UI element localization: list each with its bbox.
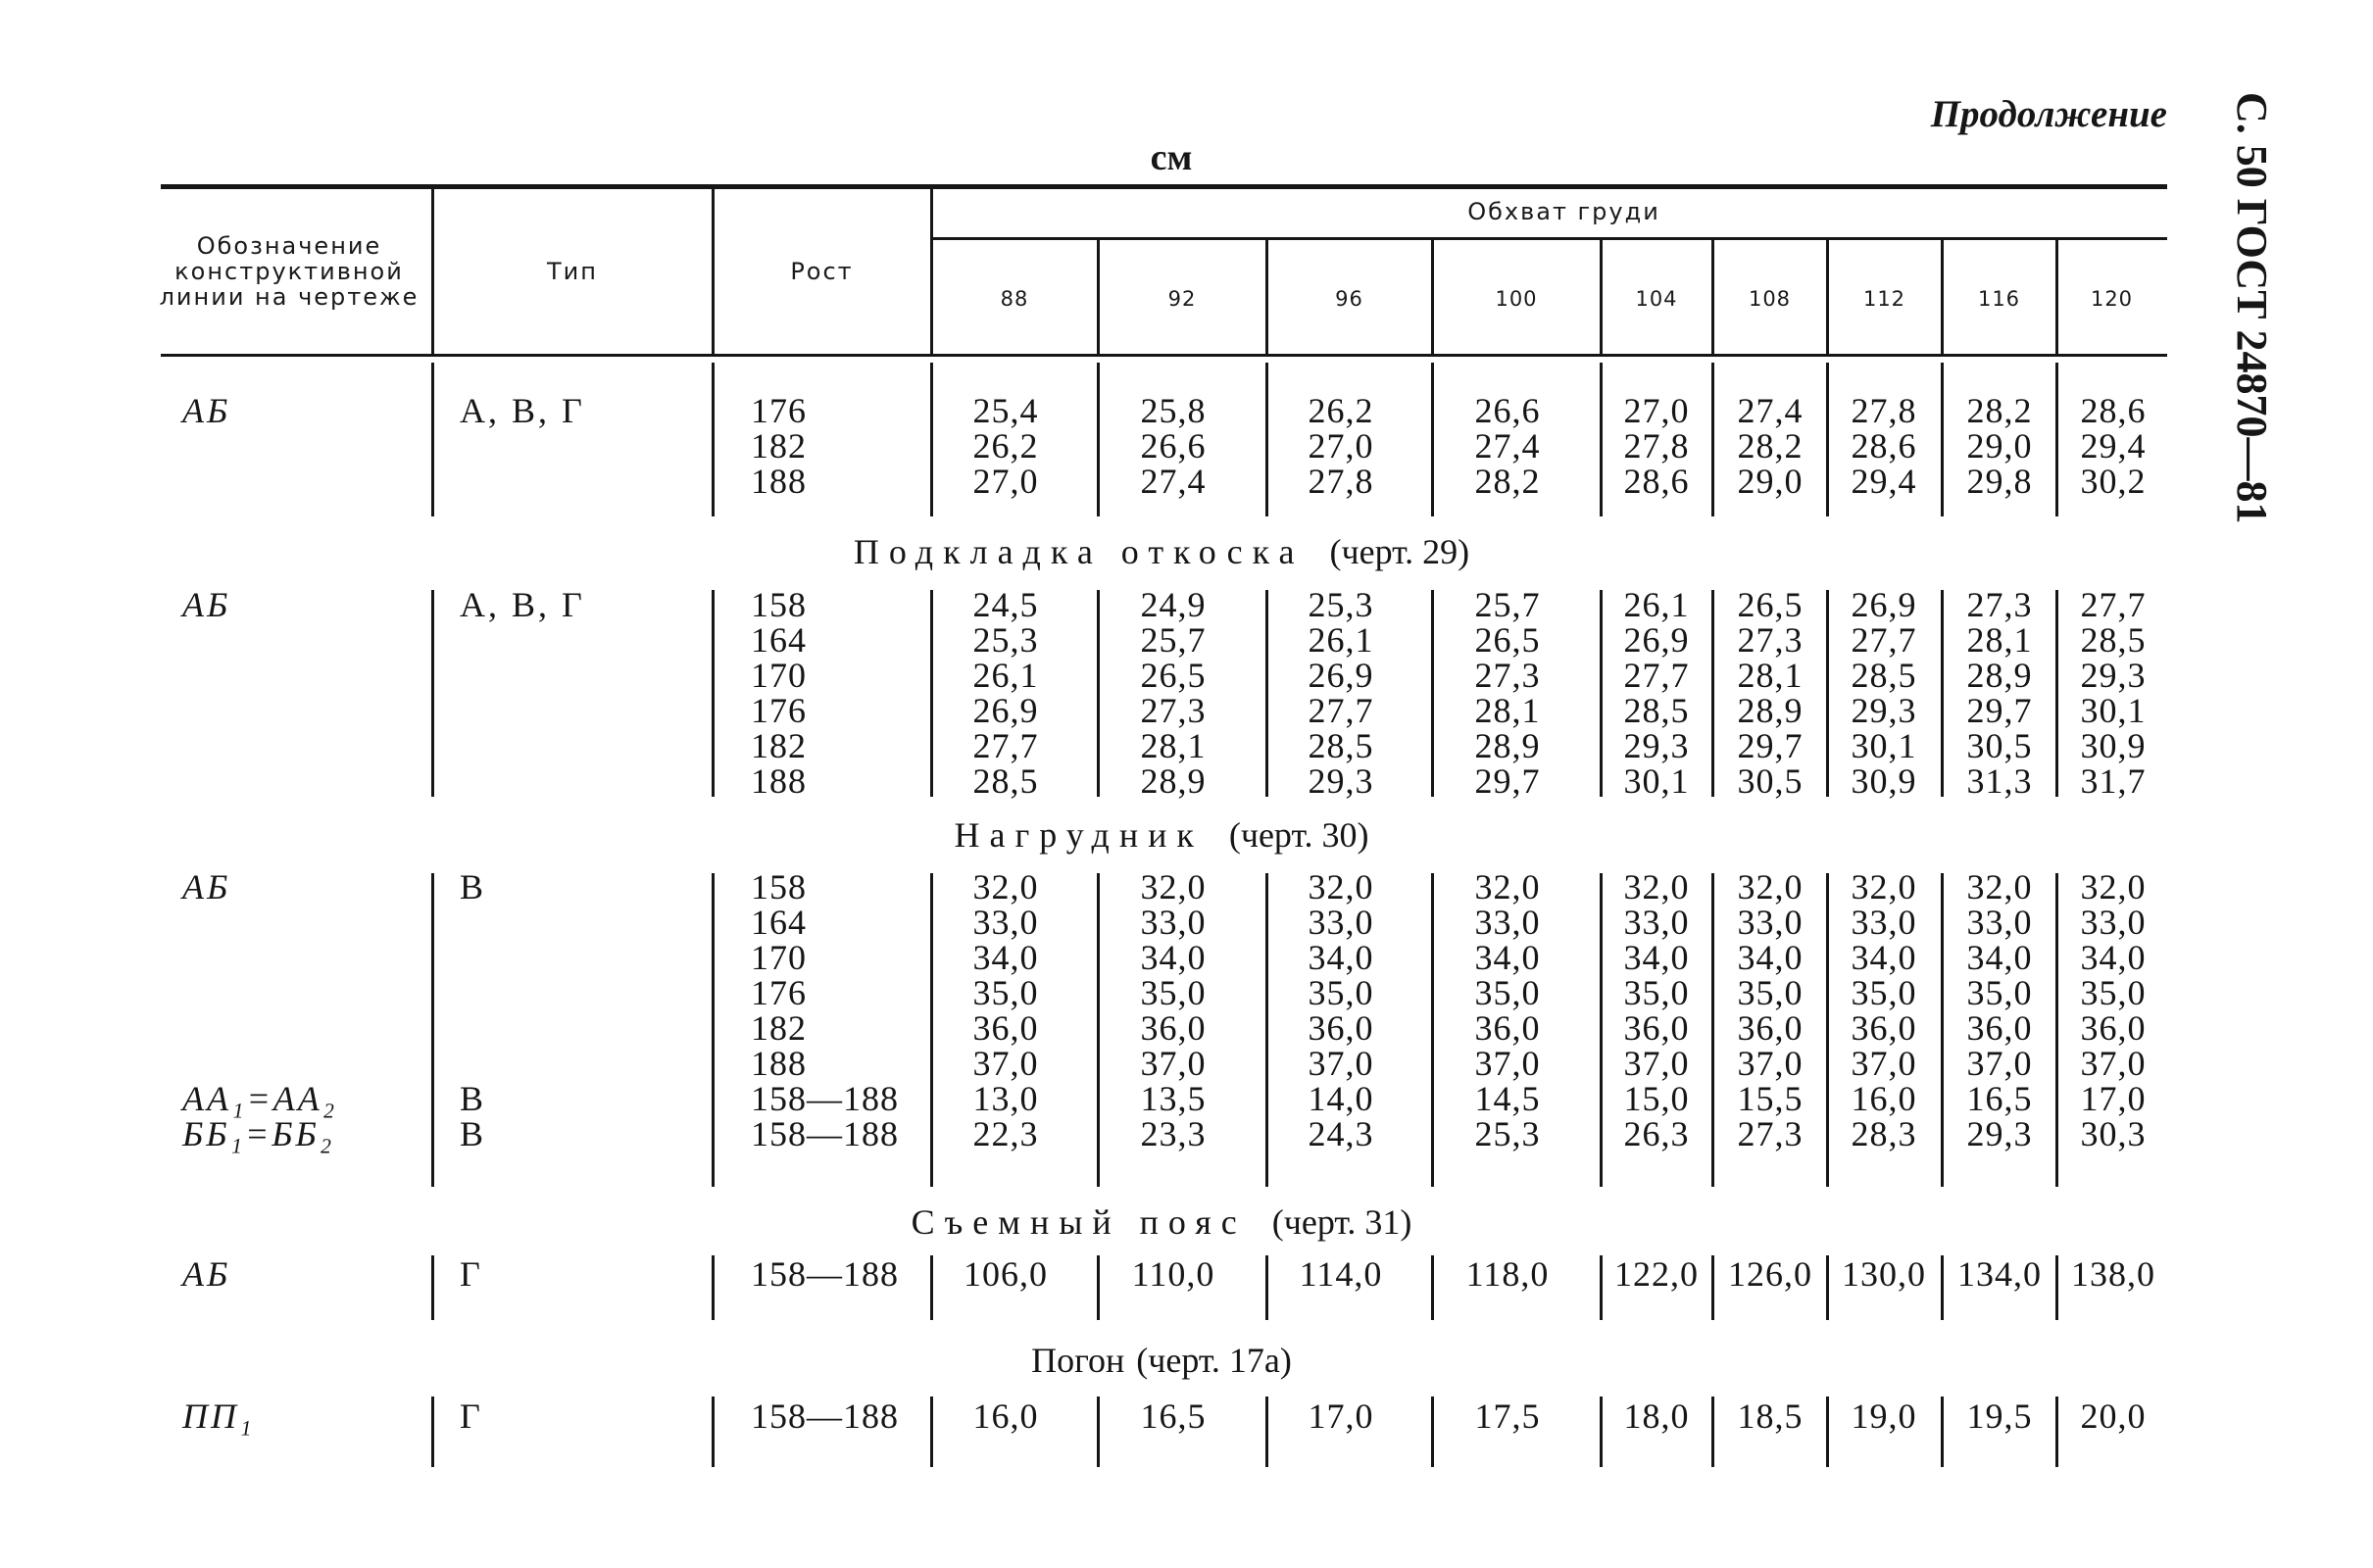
height-cell: 158—188 bbox=[751, 1114, 899, 1153]
value-cell: 36,0 bbox=[1140, 1008, 1207, 1048]
value-cell: 118,0 bbox=[1465, 1254, 1550, 1294]
value-cell: 25,3 bbox=[1308, 585, 1374, 624]
value-cell: 34,0 bbox=[972, 938, 1039, 977]
value-cell: 28,9 bbox=[1140, 761, 1207, 801]
designation-cell: АБ bbox=[182, 585, 231, 624]
value-cell: 34,0 bbox=[1474, 938, 1541, 977]
type-cell: Г bbox=[460, 1254, 483, 1294]
designation-header-line: линии на чертеже bbox=[159, 283, 420, 311]
value-cell: 26,1 bbox=[1623, 585, 1690, 624]
value-cell: 26,3 bbox=[1623, 1114, 1690, 1153]
height-cell: 182 bbox=[751, 1008, 807, 1048]
value-cell: 26,9 bbox=[1851, 585, 1917, 624]
value-cell: 16,5 bbox=[1966, 1079, 2033, 1118]
value-cell: 34,0 bbox=[1623, 938, 1690, 977]
value-cell: 28,5 bbox=[2080, 620, 2147, 660]
value-cell: 36,0 bbox=[1623, 1008, 1690, 1048]
value-cell: 28,6 bbox=[2080, 391, 2147, 430]
value-cell: 32,0 bbox=[1966, 867, 2033, 906]
table-row bbox=[0, 1398, 2196, 1434]
value-cell: 36,0 bbox=[2080, 1008, 2147, 1048]
value-cell: 17,0 bbox=[2080, 1079, 2147, 1118]
type-cell: В bbox=[460, 867, 487, 906]
value-cell: 26,5 bbox=[1737, 585, 1804, 624]
value-cell: 28,6 bbox=[1851, 426, 1917, 466]
value-cell: 114,0 bbox=[1299, 1254, 1383, 1294]
value-cell: 32,0 bbox=[1623, 867, 1690, 906]
section-title-name: Погон bbox=[1031, 1341, 1125, 1380]
chest-group-header: Обхват груди bbox=[1467, 198, 1660, 225]
value-cell: 26,5 bbox=[1140, 656, 1207, 695]
value-cell: 27,7 bbox=[1851, 620, 1917, 660]
value-cell: 30,5 bbox=[1737, 761, 1804, 801]
table-row bbox=[0, 728, 2196, 763]
height-cell: 170 bbox=[751, 656, 807, 695]
value-cell: 33,0 bbox=[1737, 903, 1804, 942]
value-cell: 28,5 bbox=[1308, 726, 1374, 765]
height-cell: 176 bbox=[751, 973, 807, 1012]
value-cell: 37,0 bbox=[1737, 1044, 1804, 1083]
value-cell: 33,0 bbox=[1308, 903, 1374, 942]
value-cell: 33,0 bbox=[1623, 903, 1690, 942]
value-cell: 134,0 bbox=[1957, 1254, 2042, 1294]
value-cell: 27,4 bbox=[1737, 391, 1804, 430]
designation-cell: АА₁=АА₂ bbox=[182, 1079, 338, 1118]
table-top-rule bbox=[161, 184, 2167, 189]
value-cell: 36,0 bbox=[1851, 1008, 1917, 1048]
value-cell: 138,0 bbox=[2071, 1254, 2155, 1294]
height-cell: 158 bbox=[751, 867, 807, 906]
value-cell: 34,0 bbox=[1737, 938, 1804, 977]
value-cell: 33,0 bbox=[1140, 903, 1207, 942]
value-cell: 32,0 bbox=[1140, 867, 1207, 906]
value-cell: 23,3 bbox=[1140, 1114, 1207, 1153]
table-row bbox=[0, 869, 2196, 905]
height-cell: 188 bbox=[751, 462, 807, 501]
value-cell: 37,0 bbox=[2080, 1044, 2147, 1083]
value-cell: 31,7 bbox=[2080, 761, 2147, 801]
value-cell: 27,7 bbox=[1308, 691, 1374, 730]
value-cell: 32,0 bbox=[1474, 867, 1541, 906]
chest-size-header: 88 bbox=[1000, 287, 1029, 311]
value-cell: 29,3 bbox=[2080, 656, 2147, 695]
value-cell: 27,0 bbox=[1623, 391, 1690, 430]
type-column-header: Тип bbox=[547, 258, 598, 285]
type-cell: А, В, Г bbox=[460, 391, 585, 430]
value-cell: 35,0 bbox=[1474, 973, 1541, 1012]
value-cell: 36,0 bbox=[1737, 1008, 1804, 1048]
value-cell: 24,9 bbox=[1140, 585, 1207, 624]
height-cell: 188 bbox=[751, 761, 807, 801]
table-row bbox=[0, 1081, 2196, 1116]
table-row bbox=[0, 1010, 2196, 1046]
height-cell: 176 bbox=[751, 391, 807, 430]
designation-cell: ББ₁=ББ₂ bbox=[182, 1114, 335, 1153]
value-cell: 13,5 bbox=[1140, 1079, 1207, 1118]
value-cell: 27,8 bbox=[1623, 426, 1690, 466]
value-cell: 37,0 bbox=[1474, 1044, 1541, 1083]
section-title-drawing-ref: (черт. 30) bbox=[1228, 815, 1369, 855]
value-cell: 13,0 bbox=[972, 1079, 1039, 1118]
value-cell: 24,5 bbox=[972, 585, 1039, 624]
value-cell: 28,2 bbox=[1966, 391, 2033, 430]
height-cell: 182 bbox=[751, 426, 807, 466]
value-cell: 30,9 bbox=[1851, 761, 1917, 801]
value-cell: 35,0 bbox=[1140, 973, 1207, 1012]
value-cell: 20,0 bbox=[2080, 1396, 2147, 1436]
height-cell: 164 bbox=[751, 620, 807, 660]
value-cell: 28,3 bbox=[1851, 1114, 1917, 1153]
designation-cell: АБ bbox=[182, 391, 231, 430]
value-cell: 29,3 bbox=[1851, 691, 1917, 730]
value-cell: 27,3 bbox=[1966, 585, 2033, 624]
value-cell: 16,0 bbox=[972, 1396, 1039, 1436]
value-cell: 130,0 bbox=[1842, 1254, 1926, 1294]
value-cell: 22,3 bbox=[972, 1114, 1039, 1153]
value-cell: 29,0 bbox=[1737, 462, 1804, 501]
value-cell: 29,4 bbox=[1851, 462, 1917, 501]
value-cell: 30,5 bbox=[1966, 726, 2033, 765]
value-cell: 36,0 bbox=[1474, 1008, 1541, 1048]
value-cell: 32,0 bbox=[1851, 867, 1917, 906]
height-cell: 158—188 bbox=[751, 1396, 899, 1436]
value-cell: 28,1 bbox=[1474, 691, 1541, 730]
value-cell: 35,0 bbox=[972, 973, 1039, 1012]
value-cell: 35,0 bbox=[1966, 973, 2033, 1012]
value-cell: 33,0 bbox=[1966, 903, 2033, 942]
value-cell: 14,0 bbox=[1308, 1079, 1374, 1118]
value-cell: 33,0 bbox=[1474, 903, 1541, 942]
type-cell: Г bbox=[460, 1396, 483, 1436]
value-cell: 31,3 bbox=[1966, 761, 2033, 801]
value-cell: 26,2 bbox=[1308, 391, 1374, 430]
value-cell: 34,0 bbox=[1140, 938, 1207, 977]
height-cell: 164 bbox=[751, 903, 807, 942]
value-cell: 28,6 bbox=[1623, 462, 1690, 501]
table-row bbox=[0, 693, 2196, 728]
section-title-drawing-ref: (черт. 31) bbox=[1271, 1202, 1412, 1242]
value-cell: 28,1 bbox=[1140, 726, 1207, 765]
height-cell: 188 bbox=[751, 1044, 807, 1083]
designation-cell: ПП₁ bbox=[182, 1396, 255, 1436]
section-title bbox=[588, 532, 1735, 571]
section-title-name: Съемный пояс bbox=[911, 1202, 1247, 1242]
table-row bbox=[0, 940, 2196, 975]
value-cell: 110,0 bbox=[1131, 1254, 1215, 1294]
section-title-drawing-ref: (черт. 29) bbox=[1329, 532, 1470, 571]
header-bottom-rule bbox=[161, 354, 2167, 357]
designation-cell: АБ bbox=[182, 1254, 231, 1294]
value-cell: 106,0 bbox=[964, 1254, 1048, 1294]
value-cell: 30,2 bbox=[2080, 462, 2147, 501]
value-cell: 19,5 bbox=[1966, 1396, 2033, 1436]
table-row bbox=[0, 1116, 2196, 1152]
chest-size-header: 108 bbox=[1748, 287, 1792, 311]
value-cell: 35,0 bbox=[1623, 973, 1690, 1012]
table-row bbox=[0, 622, 2196, 658]
value-cell: 37,0 bbox=[1966, 1044, 2033, 1083]
value-cell: 34,0 bbox=[1308, 938, 1374, 977]
table-row bbox=[0, 393, 2196, 428]
value-cell: 24,3 bbox=[1308, 1114, 1374, 1153]
value-cell: 26,1 bbox=[1308, 620, 1374, 660]
value-cell: 25,4 bbox=[972, 391, 1039, 430]
value-cell: 29,8 bbox=[1966, 462, 2033, 501]
designation-header-line: Обозначение bbox=[196, 232, 382, 260]
section-title-name: Нагрудник bbox=[954, 815, 1204, 855]
value-cell: 27,8 bbox=[1308, 462, 1374, 501]
value-cell: 29,3 bbox=[1966, 1114, 2033, 1153]
value-cell: 37,0 bbox=[972, 1044, 1039, 1083]
value-cell: 27,3 bbox=[1737, 1114, 1804, 1153]
continuation-label: Продолжение bbox=[1930, 93, 2167, 135]
value-cell: 25,3 bbox=[1474, 1114, 1541, 1153]
value-cell: 16,0 bbox=[1851, 1079, 1917, 1118]
section-title bbox=[588, 1202, 1735, 1242]
value-cell: 26,1 bbox=[972, 656, 1039, 695]
value-cell: 28,9 bbox=[1966, 656, 2033, 695]
section-title-drawing-ref: (черт. 17а) bbox=[1136, 1341, 1292, 1380]
value-cell: 35,0 bbox=[1737, 973, 1804, 1012]
value-cell: 28,9 bbox=[1737, 691, 1804, 730]
table-row bbox=[0, 658, 2196, 693]
value-cell: 30,9 bbox=[2080, 726, 2147, 765]
value-cell: 32,0 bbox=[1737, 867, 1804, 906]
value-cell: 16,5 bbox=[1140, 1396, 1207, 1436]
value-cell: 26,6 bbox=[1140, 426, 1207, 466]
value-cell: 17,5 bbox=[1474, 1396, 1541, 1436]
value-cell: 27,3 bbox=[1737, 620, 1804, 660]
type-cell: В bbox=[460, 1079, 487, 1118]
value-cell: 34,0 bbox=[1851, 938, 1917, 977]
value-cell: 28,1 bbox=[1966, 620, 2033, 660]
value-cell: 25,7 bbox=[1140, 620, 1207, 660]
value-cell: 29,7 bbox=[1737, 726, 1804, 765]
value-cell: 126,0 bbox=[1728, 1254, 1812, 1294]
value-cell: 35,0 bbox=[2080, 973, 2147, 1012]
type-cell: В bbox=[460, 1114, 487, 1153]
section-title bbox=[588, 815, 1735, 855]
value-cell: 28,5 bbox=[1851, 656, 1917, 695]
value-cell: 28,9 bbox=[1474, 726, 1541, 765]
value-cell: 34,0 bbox=[2080, 938, 2147, 977]
value-cell: 30,3 bbox=[2080, 1114, 2147, 1153]
page-side-header: С. 50 ГОСТ 24870—81 bbox=[2228, 92, 2276, 524]
value-cell: 28,5 bbox=[972, 761, 1039, 801]
table-row bbox=[0, 587, 2196, 622]
value-cell: 29,3 bbox=[1623, 726, 1690, 765]
value-cell: 29,4 bbox=[2080, 426, 2147, 466]
value-cell: 36,0 bbox=[1966, 1008, 2033, 1048]
table-row bbox=[0, 763, 2196, 799]
value-cell: 33,0 bbox=[1851, 903, 1917, 942]
value-cell: 122,0 bbox=[1614, 1254, 1699, 1294]
designation-cell: АБ bbox=[182, 867, 231, 906]
value-cell: 27,7 bbox=[1623, 656, 1690, 695]
value-cell: 28,2 bbox=[1474, 462, 1541, 501]
value-cell: 27,0 bbox=[1308, 426, 1374, 466]
value-cell: 28,2 bbox=[1737, 426, 1804, 466]
value-cell: 28,1 bbox=[1737, 656, 1804, 695]
height-cell: 158—188 bbox=[751, 1079, 899, 1118]
value-cell: 29,0 bbox=[1966, 426, 2033, 466]
chest-size-header: 112 bbox=[1862, 287, 1906, 311]
value-cell: 36,0 bbox=[972, 1008, 1039, 1048]
value-cell: 27,4 bbox=[1140, 462, 1207, 501]
height-cell: 182 bbox=[751, 726, 807, 765]
chest-size-header: 96 bbox=[1335, 287, 1363, 311]
designation-header-line: конструктивной bbox=[174, 258, 404, 285]
value-cell: 14,5 bbox=[1474, 1079, 1541, 1118]
table-row bbox=[0, 1256, 2196, 1292]
value-cell: 15,0 bbox=[1623, 1079, 1690, 1118]
height-cell: 176 bbox=[751, 691, 807, 730]
value-cell: 27,3 bbox=[1140, 691, 1207, 730]
value-cell: 27,7 bbox=[972, 726, 1039, 765]
section-title-name: Подкладка откоска bbox=[853, 532, 1305, 571]
chest-size-header: 100 bbox=[1495, 287, 1538, 311]
value-cell: 29,3 bbox=[1308, 761, 1374, 801]
table-row bbox=[0, 1046, 2196, 1081]
height-cell: 158 bbox=[751, 585, 807, 624]
chest-size-header: 116 bbox=[1977, 287, 2021, 311]
value-cell: 28,5 bbox=[1623, 691, 1690, 730]
chest-size-header: 104 bbox=[1635, 287, 1678, 311]
value-cell: 35,0 bbox=[1308, 973, 1374, 1012]
chest-group-rule bbox=[931, 237, 2167, 240]
value-cell: 32,0 bbox=[1308, 867, 1374, 906]
value-cell: 17,0 bbox=[1308, 1396, 1374, 1436]
table-row bbox=[0, 905, 2196, 940]
value-cell: 18,5 bbox=[1737, 1396, 1804, 1436]
value-cell: 26,2 bbox=[972, 426, 1039, 466]
table-row bbox=[0, 975, 2196, 1010]
value-cell: 37,0 bbox=[1140, 1044, 1207, 1083]
section-title bbox=[588, 1341, 1735, 1380]
table-row bbox=[0, 428, 2196, 464]
value-cell: 29,7 bbox=[1474, 761, 1541, 801]
value-cell: 36,0 bbox=[1308, 1008, 1374, 1048]
value-cell: 26,9 bbox=[972, 691, 1039, 730]
value-cell: 19,0 bbox=[1851, 1396, 1917, 1436]
value-cell: 27,0 bbox=[972, 462, 1039, 501]
unit-label: см bbox=[1150, 137, 1193, 178]
value-cell: 33,0 bbox=[972, 903, 1039, 942]
value-cell: 25,3 bbox=[972, 620, 1039, 660]
value-cell: 32,0 bbox=[2080, 867, 2147, 906]
value-cell: 26,9 bbox=[1623, 620, 1690, 660]
designation-column-header bbox=[147, 233, 431, 310]
value-cell: 33,0 bbox=[2080, 903, 2147, 942]
value-cell: 18,0 bbox=[1623, 1396, 1690, 1436]
type-cell: А, В, Г bbox=[460, 585, 585, 624]
value-cell: 25,8 bbox=[1140, 391, 1207, 430]
value-cell: 27,7 bbox=[2080, 585, 2147, 624]
value-cell: 26,9 bbox=[1308, 656, 1374, 695]
value-cell: 27,8 bbox=[1851, 391, 1917, 430]
value-cell: 35,0 bbox=[1851, 973, 1917, 1012]
value-cell: 32,0 bbox=[972, 867, 1039, 906]
value-cell: 34,0 bbox=[1966, 938, 2033, 977]
value-cell: 37,0 bbox=[1308, 1044, 1374, 1083]
value-cell: 30,1 bbox=[1851, 726, 1917, 765]
value-cell: 26,6 bbox=[1474, 391, 1541, 430]
value-cell: 27,3 bbox=[1474, 656, 1541, 695]
value-cell: 15,5 bbox=[1737, 1079, 1804, 1118]
chest-size-header: 120 bbox=[2090, 287, 2134, 311]
value-cell: 37,0 bbox=[1623, 1044, 1690, 1083]
height-column-header: Рост bbox=[790, 258, 854, 285]
chest-size-header: 92 bbox=[1167, 287, 1197, 311]
value-cell: 37,0 bbox=[1851, 1044, 1917, 1083]
height-cell: 158—188 bbox=[751, 1254, 899, 1294]
value-cell: 27,4 bbox=[1474, 426, 1541, 466]
table-row bbox=[0, 464, 2196, 499]
value-cell: 29,7 bbox=[1966, 691, 2033, 730]
value-cell: 25,7 bbox=[1474, 585, 1541, 624]
value-cell: 30,1 bbox=[2080, 691, 2147, 730]
height-cell: 170 bbox=[751, 938, 807, 977]
value-cell: 30,1 bbox=[1623, 761, 1690, 801]
value-cell: 26,5 bbox=[1474, 620, 1541, 660]
